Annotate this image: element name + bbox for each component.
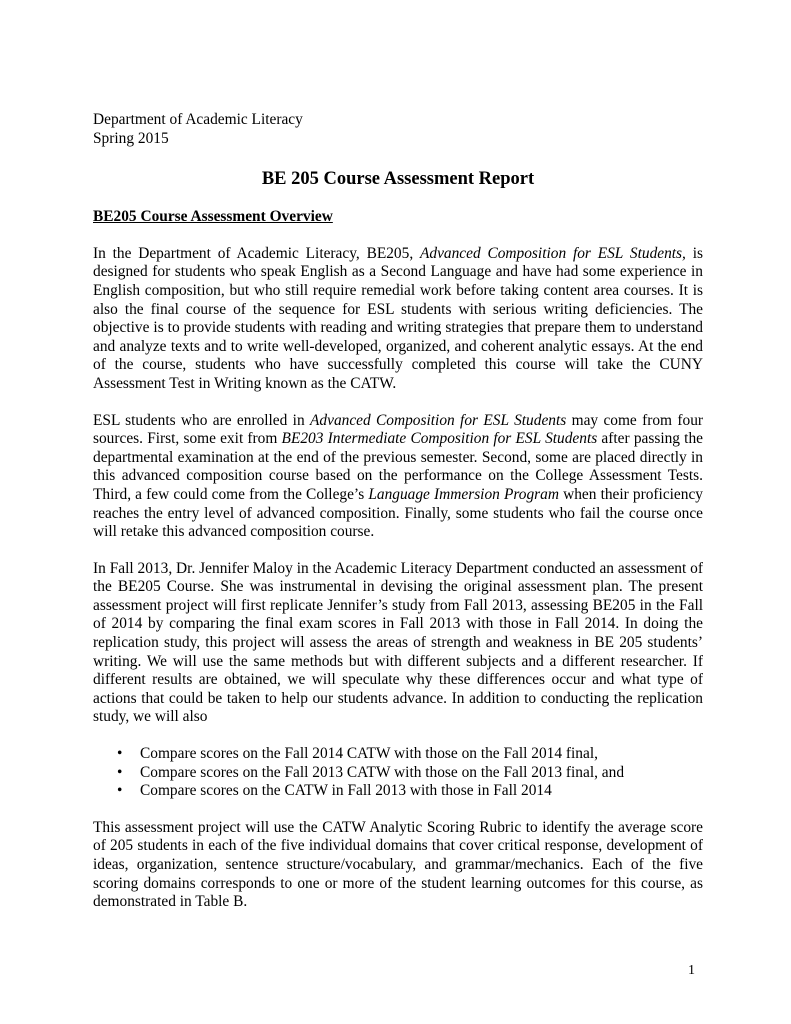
text-run: ESL students who are enrolled in [93, 411, 311, 429]
bullet-icon: • [117, 782, 123, 800]
course-name-italic: BE203 Intermediate Composition for ESL Students [281, 430, 598, 448]
comparison-list [93, 745, 703, 801]
program-name-italic: Language Immersion Program [368, 485, 559, 503]
course-name-italic: Advanced Composition for ESL Students [310, 411, 567, 429]
list-item [117, 745, 703, 764]
paragraph-intro [93, 245, 703, 394]
list-item [117, 782, 703, 801]
page-number: 1 [688, 963, 695, 978]
text-run: after passing the departmental examination at the end of the previous semester. Second, some are placed directly in this advanced composition course based on the performance on the College Assessment Tests. Third, a few could come from the College’s [93, 430, 703, 503]
term-label: Spring 2015 [93, 129, 169, 147]
bullet-icon: • [117, 745, 123, 763]
paragraph-sources [93, 412, 703, 542]
text-run: may come from four sources. First, some exit from [93, 411, 704, 448]
list-item-text: Compare scores on the Fall 2014 CATW with those on the Fall 2014 final, [140, 745, 598, 763]
page-content [93, 111, 703, 912]
paragraph-rubric: This assessment project will use the CATW Analytic Scoring Rubric to identify the average score of 205 students in each of the five individual domains that cover critical response, development of ideas, organization, sentence structure/vocabulary, and grammar/mechanics. Each of the five scoring domains corresponds to one or more of the student learning outcomes for this course, as demonstrated in Table B. [93, 818, 703, 911]
list-item [117, 763, 703, 783]
section-heading: BE205 Course Assessment Overview [93, 208, 333, 226]
paragraph-replication: In Fall 2013, Dr. Jennifer Maloy in the Academic Literacy Department conducted an assessment of the BE205 Course. She was instrumental in devising the original assessment plan. The present assessment project will first replicate Jennifer’s study from Fall 2013, assessing BE205 in the Fall of 2014 by comparing the final exam scores in Fall 2013 with those in Fall 2014. In doing the replication study, this project will assess the areas of strength and weakness in BE 205 students’ writing. We will use the same methods but with different subjects and a different researcher. If different results are obtained, we will speculate why these differences occur and what type of actions that could be taken to help our students advance. In addition to conducting the replication study, we will also [93, 559, 703, 726]
text-run: when their proficiency reaches the entry level of advanced composition. Finally, some students who fail the course once will retake this advanced composition course. [93, 485, 703, 541]
report-title: BE 205 Course Assessment Report [261, 169, 535, 190]
list-item-text: Compare scores on the CATW in Fall 2013 with those in Fall 2014 [140, 782, 552, 800]
list-item-text: Compare scores on the Fall 2013 CATW with those on the Fall 2013 final, and [140, 763, 625, 781]
bullet-icon: • [117, 763, 123, 781]
text-run: In the Department of Academic Literacy, BE205, [93, 244, 420, 262]
text-run: is designed for students who speak English as a Second Language and have had some experience in English composition, but who still require remedial work before taking content area courses. It is also the final course of the sequence for ESL students with serious writing deficiencies. The objective is to provide students with reading and writing strategies that prepare them to understand and analyze texts and to write well-developed, organized, and coherent analytic essays. At the end of the course, students who have successfully completed this course will take the CUNY Assessment Test in Writing known as the CATW. [93, 244, 703, 392]
department-name: Department of Academic Literacy [93, 111, 303, 128]
course-name-italic: Advanced Composition for ESL Students, [419, 244, 686, 262]
